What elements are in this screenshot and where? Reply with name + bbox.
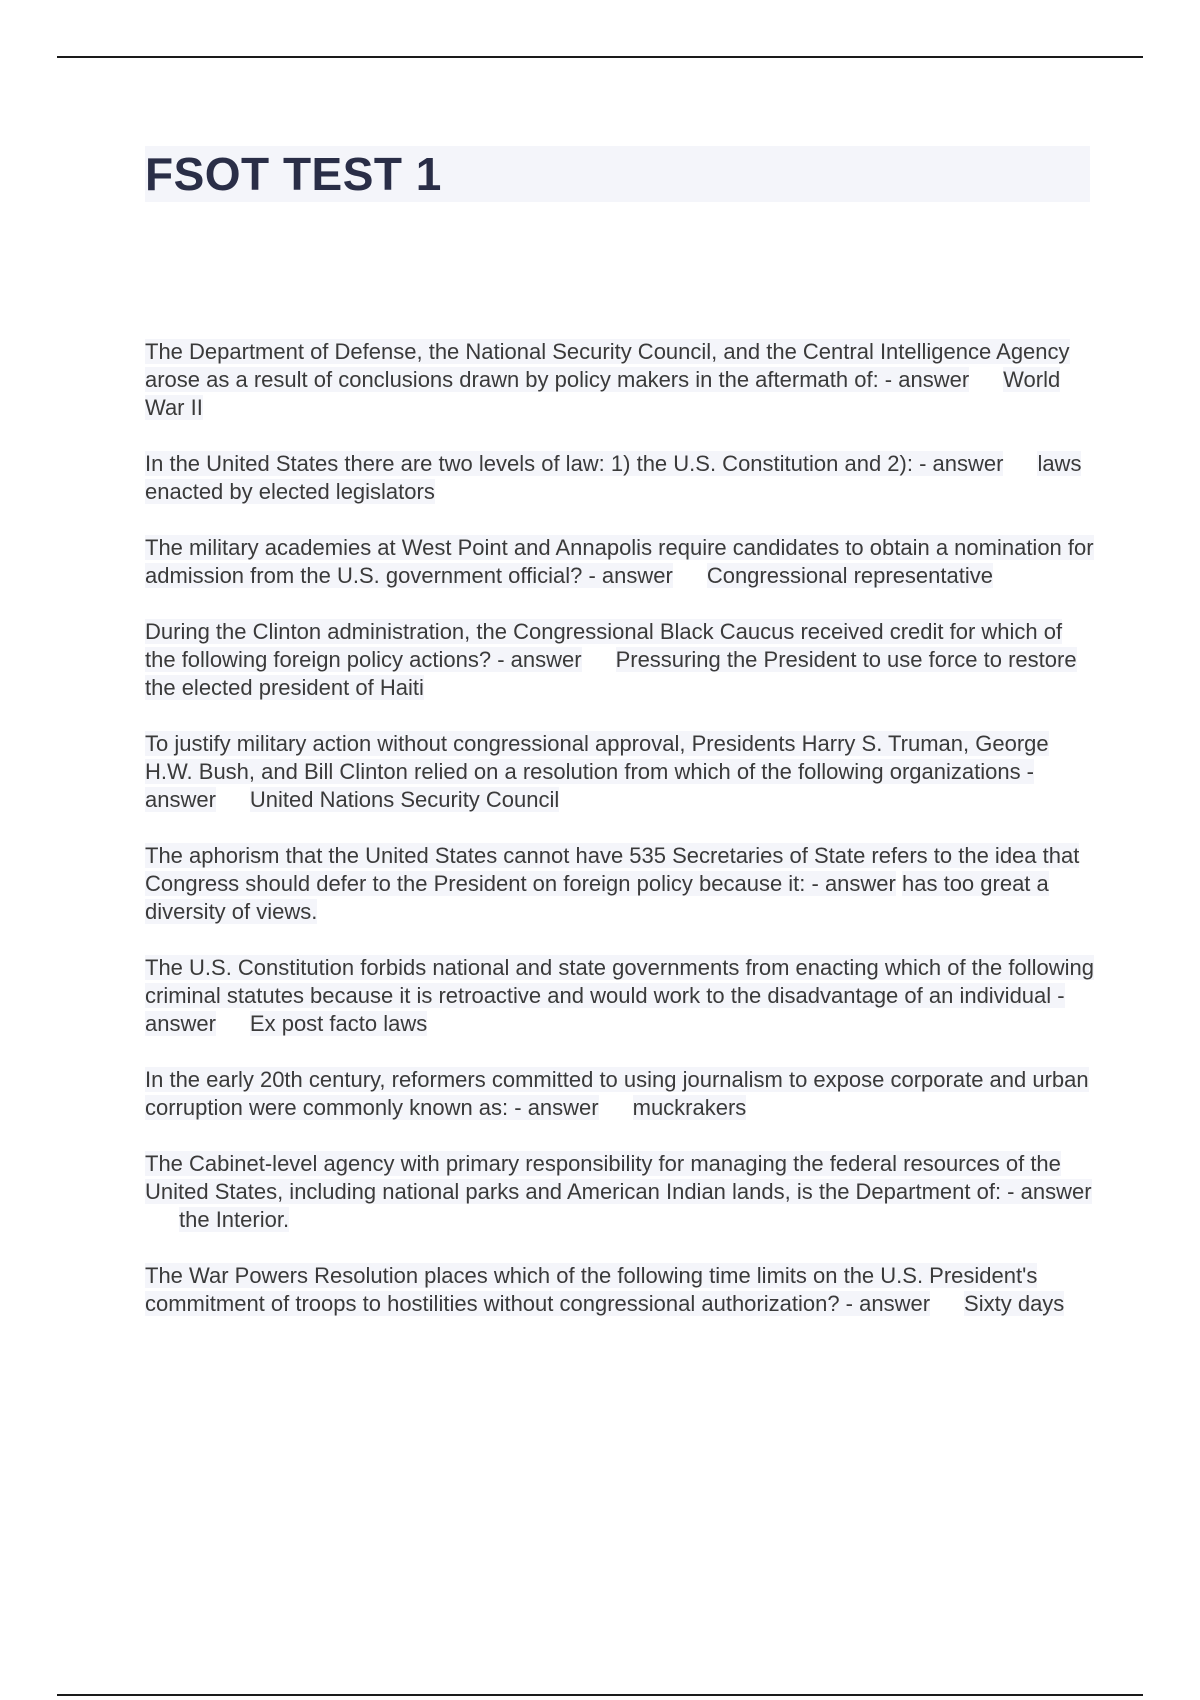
question-text: The U.S. Constitution forbids national and state governments from enacting which of the following criminal statutes because it is retroactive and would work to the disadvantage of an individual - answer: [145, 955, 1094, 1036]
question-text: In the United States there are two levels of law: 1) the U.S. Constitution and 2): - answer: [145, 451, 1004, 476]
question-text: The Department of Defense, the National Security Council, and the Central Intelligence Agency arose as a result of conclusions drawn by policy makers in the aftermath of: - answer: [145, 339, 1070, 392]
answer-text: World War II: [145, 367, 1061, 420]
answer-text: Sixty days: [964, 1291, 1065, 1316]
answer-text: Pressuring the President to use force to restore the elected president of Haiti: [145, 647, 1077, 700]
answer-text: has too great a diversity of views.: [145, 871, 1049, 924]
qa-item: [145, 534, 1095, 590]
qa-list: [145, 338, 1095, 1346]
question-text: During the Clinton administration, the Congressional Black Caucus received credit for which of the following foreign policy actions? - answer: [145, 619, 1063, 672]
qa-item: [145, 450, 1095, 506]
qa-item: [145, 338, 1095, 422]
answer-text: muckrakers: [632, 1095, 747, 1120]
qa-item: [145, 842, 1095, 926]
qa-item: [145, 1262, 1095, 1318]
page-title: FSOT TEST 1: [145, 148, 442, 200]
qa-item: [145, 730, 1095, 814]
qa-item: [145, 618, 1095, 702]
answer-text: United Nations Security Council: [249, 787, 560, 812]
answer-text: Congressional representative: [706, 563, 993, 588]
bottom-rule: [57, 1694, 1143, 1696]
qa-item: [145, 1066, 1095, 1122]
qa-item: [145, 1150, 1095, 1234]
question-text: In the early 20th century, reformers committed to using journalism to expose corporate and urban corruption were commonly known as: - answer: [145, 1067, 1089, 1120]
question-text: The military academies at West Point and Annapolis require candidates to obtain a nomination for admission from the U.S. government official? - answer: [145, 535, 1094, 588]
question-text: The aphorism that the United States cannot have 535 Secretaries of State refers to the idea that Congress should defer to the President on foreign policy because it: - answer: [145, 843, 1080, 896]
question-text: The Cabinet-level agency with primary responsibility for managing the federal resources of the United States, including national parks and American Indian lands, is the Department of: - answer: [145, 1151, 1092, 1204]
answer-text: the Interior.: [179, 1207, 290, 1232]
question-text: To justify military action without congressional approval, Presidents Harry S. Truman, George H.W. Bush, and Bill Clinton relied on a resolution from which of the following organizations - answer: [145, 731, 1049, 812]
qa-item: [145, 954, 1095, 1038]
question-text: The War Powers Resolution places which of the following time limits on the U.S. President's commitment of troops to hostilities without congressional authorization? - answer: [145, 1263, 1038, 1316]
top-rule: [57, 56, 1143, 58]
answer-text: laws enacted by elected legislators: [145, 451, 1082, 504]
answer-text: Ex post facto laws: [249, 1011, 428, 1036]
